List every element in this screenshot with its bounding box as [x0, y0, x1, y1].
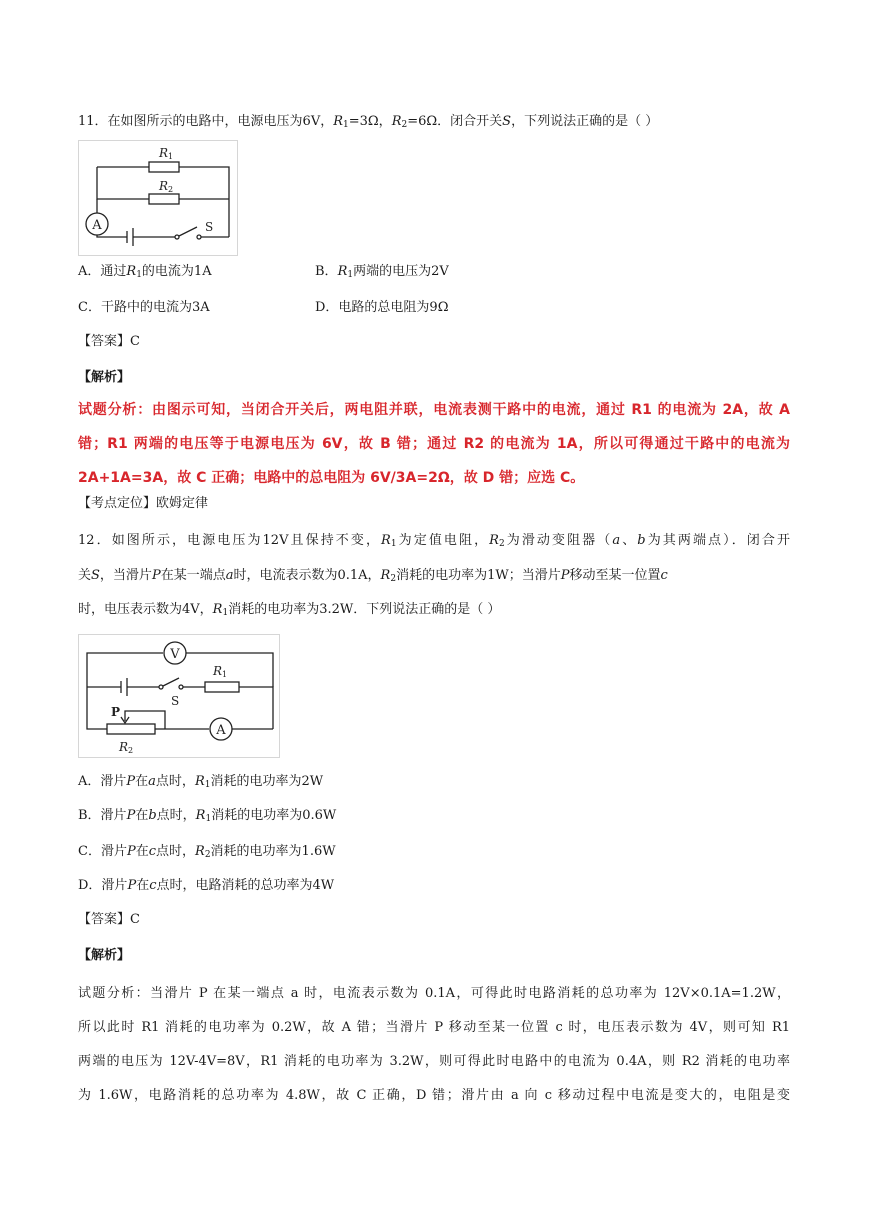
q11-r2-label: R — [159, 179, 169, 193]
q11-ammeter-label: A — [92, 218, 102, 233]
q12-choice-a: A．滑片P在a点时，$R_1$消耗的电功率为2W — [78, 774, 324, 790]
q12-analysis-line-4: 为 1.6W，电路消耗的总功率为 4.8W，故 C 正确，D 错；滑片由 a 向 c 移动过程中电流是变大的，电阻是变 — [78, 1088, 790, 1103]
q12-analysis-line-3: 两端的电压为 12V-4V=8V，R1 消耗的电功率为 3.2W，则可得此时电路中的电流为 0.4A，则 R2 消耗的电功率 — [78, 1054, 790, 1069]
q11-r1-label: R — [159, 146, 169, 160]
q11-choice-d: D．电路的总电阻为9Ω — [315, 300, 449, 315]
q12-r2-label: R — [119, 740, 129, 754]
q11-analysis-title: 【解析】 — [78, 370, 131, 385]
q12-circuit-diagram — [78, 634, 280, 758]
svg-text:2: 2 — [128, 746, 134, 755]
q12-analysis-line-2: 所以此时 R1 消耗的电功率为 0.2W，故 A 错；当滑片 P 移动至某一位置 c 时，电压表示数为 4V，则可知 R1 — [78, 1020, 790, 1035]
q12-r1-label: R — [213, 664, 223, 678]
svg-text:2: 2 — [168, 185, 174, 194]
q12-answer: 【答案】C — [78, 912, 140, 927]
q11-answer: 【答案】C — [78, 334, 140, 349]
q11-choice-c: C．干路中的电流为3A — [78, 300, 210, 315]
q11-topic: 【考点定位】欧姆定律 — [78, 496, 209, 511]
q12-stem-line-3: 时，电压表示数为4V，$R_1$消耗的电功率为3.2W．下列说法正确的是（ ） — [78, 602, 501, 618]
svg-text:1: 1 — [168, 152, 174, 161]
q11-analysis-line-2: 错；R1 两端的电压等于电源电压为 6V，故 B 错；通过 R2 的电流为 1A，所以可得通过干路中的电流为 — [78, 436, 790, 452]
q11-choice-a: A．通过$R_1$的电流为1A — [78, 264, 212, 280]
q12-choice-b: B．滑片P在b点时，$R_1$消耗的电功率为0.6W — [78, 808, 337, 824]
q11-choice-b: B．$R_1$两端的电压为2V — [315, 264, 449, 280]
q11-analysis-line-3: 2A+1A=3A，故 C 正确；电路中的总电阻为 6V/3A=2Ω，故 D 错；应选 C。 — [78, 470, 585, 486]
q12-analysis-title: 【解析】 — [78, 948, 131, 963]
q12-stem-line-2: 关S，当滑片P在某一端点a时，电流表示数为0.1A，$R_2$消耗的电功率为1W；当滑片P移动至某一位置c — [78, 568, 668, 584]
q12-stem-line-1: 12．如图所示，电源电压为12V且保持不变，$R_1$为定值电阻，$R_2$为滑动变阻器（a、b为其两端点）．闭合开 — [78, 533, 790, 549]
svg-text:1: 1 — [222, 670, 228, 679]
q12-voltmeter-label: V — [170, 647, 180, 662]
q12-choice-d: D．滑片P在c点时，电路消耗的总功率为4W — [78, 878, 335, 893]
q12-analysis-line-1: 试题分析：当滑片 P 在某一端点 a 时，电流表示数为 0.1A，可得此时电路消耗的总功率为 12V×0.1A=1.2W， — [78, 986, 790, 1001]
q11-stem: 11．在如图所示的电路中，电源电压为6V，$R_1=3\Omega$，$R_2=6\Omega$．闭合开关S，下列说法正确的是（ ） — [78, 114, 659, 130]
q12-switch-label: S — [171, 694, 180, 708]
q12-choice-c: C．滑片P在c点时，$R_2$消耗的电功率为1.6W — [78, 844, 336, 860]
q11-switch-label: S — [205, 220, 214, 234]
q11-analysis-line-1: 试题分析：由图示可知，当闭合开关后，两电阻并联，电流表测干路中的电流，通过 R1 的电流为 2A，故 A — [78, 402, 790, 418]
q11-circuit-diagram — [78, 140, 238, 256]
q12-ammeter-label: A — [216, 723, 226, 738]
q12-slider-label: P — [111, 705, 121, 719]
